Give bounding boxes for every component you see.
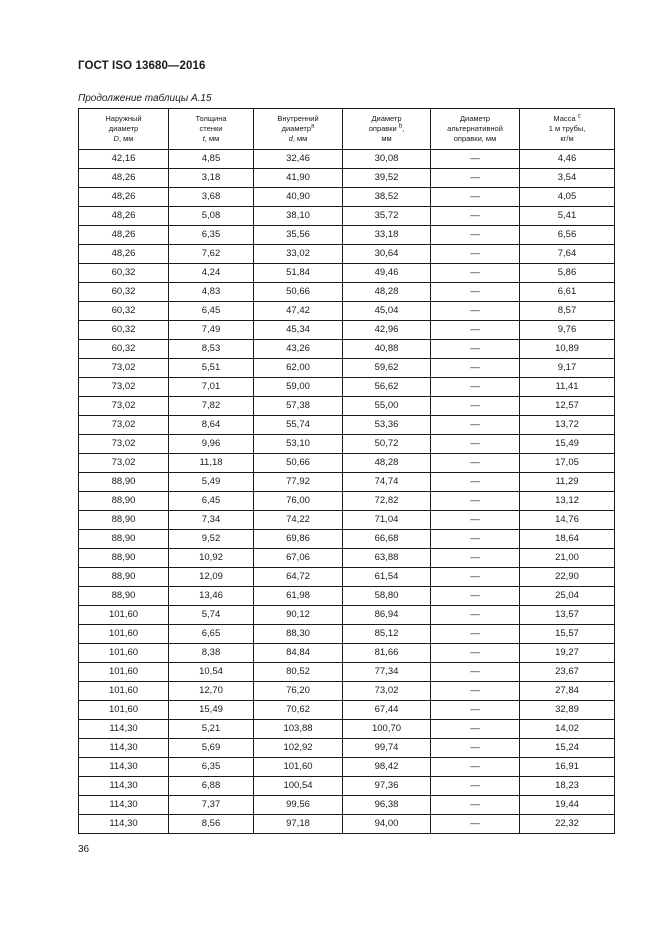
table-row <box>79 359 615 378</box>
cell-alt-drift-diameter: — <box>431 587 520 606</box>
cell-outer-diameter: 73,02 <box>79 435 169 454</box>
table-row <box>79 397 615 416</box>
cell-alt-drift-diameter: — <box>431 644 520 663</box>
cell-wall-thickness: 6,88 <box>169 777 254 796</box>
table-row <box>79 302 615 321</box>
cell-wall-thickness: 12,09 <box>169 568 254 587</box>
page-number: 36 <box>78 844 90 855</box>
cell-alt-drift-diameter: — <box>431 321 520 340</box>
cell-alt-drift-diameter: — <box>431 815 520 834</box>
table-row <box>79 378 615 397</box>
cell-drift-diameter: 66,68 <box>343 530 431 549</box>
cell-outer-diameter: 114,30 <box>79 739 169 758</box>
cell-mass-per-meter: 8,57 <box>520 302 615 321</box>
cell-alt-drift-diameter: — <box>431 359 520 378</box>
cell-alt-drift-diameter: — <box>431 188 520 207</box>
cell-drift-diameter: 30,64 <box>343 245 431 264</box>
cell-wall-thickness: 9,96 <box>169 435 254 454</box>
cell-outer-diameter: 114,30 <box>79 758 169 777</box>
cell-drift-diameter: 63,88 <box>343 549 431 568</box>
cell-inner-diameter: 88,30 <box>254 625 343 644</box>
table-row <box>79 473 615 492</box>
cell-outer-diameter: 88,90 <box>79 549 169 568</box>
cell-mass-per-meter: 22,90 <box>520 568 615 587</box>
col-header-mass-per-meter: Масса $^c$ 1 м трубы, кг/м <box>520 109 615 150</box>
cell-alt-drift-diameter: — <box>431 492 520 511</box>
cell-mass-per-meter: 18,64 <box>520 530 615 549</box>
cell-wall-thickness: 5,74 <box>169 606 254 625</box>
table-row <box>79 245 615 264</box>
cell-inner-diameter: 100,54 <box>254 777 343 796</box>
cell-wall-thickness: 5,21 <box>169 720 254 739</box>
cell-inner-diameter: 99,56 <box>254 796 343 815</box>
table-row <box>79 492 615 511</box>
cell-outer-diameter: 88,90 <box>79 530 169 549</box>
cell-inner-diameter: 32,46 <box>254 150 343 169</box>
cell-drift-diameter: 49,46 <box>343 264 431 283</box>
cell-drift-diameter: 98,42 <box>343 758 431 777</box>
cell-drift-diameter: 97,36 <box>343 777 431 796</box>
cell-mass-per-meter: 19,27 <box>520 644 615 663</box>
cell-drift-diameter: 38,52 <box>343 188 431 207</box>
table-row <box>79 435 615 454</box>
cell-inner-diameter: 43,26 <box>254 340 343 359</box>
cell-wall-thickness: 4,85 <box>169 150 254 169</box>
cell-outer-diameter: 48,26 <box>79 207 169 226</box>
cell-drift-diameter: 77,34 <box>343 663 431 682</box>
cell-mass-per-meter: 13,72 <box>520 416 615 435</box>
cell-inner-diameter: 45,34 <box>254 321 343 340</box>
cell-alt-drift-diameter: — <box>431 777 520 796</box>
cell-drift-diameter: 73,02 <box>343 682 431 701</box>
cell-outer-diameter: 88,90 <box>79 473 169 492</box>
cell-mass-per-meter: 22,32 <box>520 815 615 834</box>
cell-drift-diameter: 50,72 <box>343 435 431 454</box>
cell-wall-thickness: 6,35 <box>169 226 254 245</box>
cell-inner-diameter: 69,86 <box>254 530 343 549</box>
table-row <box>79 188 615 207</box>
cell-alt-drift-diameter: — <box>431 264 520 283</box>
cell-mass-per-meter: 13,57 <box>520 606 615 625</box>
col-header-wall-thickness: Толщина стенки t, мм <box>169 109 254 150</box>
cell-alt-drift-diameter: — <box>431 549 520 568</box>
cell-mass-per-meter: 11,41 <box>520 378 615 397</box>
cell-inner-diameter: 38,10 <box>254 207 343 226</box>
col-header-alt-drift-diameter: Диаметр альтернативной оправки, мм <box>431 109 520 150</box>
cell-inner-diameter: 47,42 <box>254 302 343 321</box>
cell-alt-drift-diameter: — <box>431 283 520 302</box>
cell-outer-diameter: 101,60 <box>79 701 169 720</box>
cell-outer-diameter: 101,60 <box>79 625 169 644</box>
cell-wall-thickness: 11,18 <box>169 454 254 473</box>
cell-drift-diameter: 81,66 <box>343 644 431 663</box>
cell-alt-drift-diameter: — <box>431 150 520 169</box>
cell-inner-diameter: 103,88 <box>254 720 343 739</box>
cell-outer-diameter: 73,02 <box>79 378 169 397</box>
cell-inner-diameter: 76,00 <box>254 492 343 511</box>
table-row <box>79 625 615 644</box>
cell-drift-diameter: 94,00 <box>343 815 431 834</box>
cell-mass-per-meter: 17,05 <box>520 454 615 473</box>
cell-outer-diameter: 48,26 <box>79 226 169 245</box>
cell-alt-drift-diameter: — <box>431 739 520 758</box>
cell-alt-drift-diameter: — <box>431 663 520 682</box>
cell-mass-per-meter: 21,00 <box>520 549 615 568</box>
cell-drift-diameter: 30,08 <box>343 150 431 169</box>
cell-drift-diameter: 48,28 <box>343 454 431 473</box>
col-header-drift-diameter: Диаметр оправки $^b$, мм <box>343 109 431 150</box>
cell-mass-per-meter: 13,12 <box>520 492 615 511</box>
cell-drift-diameter: 67,44 <box>343 701 431 720</box>
cell-mass-per-meter: 27,84 <box>520 682 615 701</box>
cell-outer-diameter: 48,26 <box>79 169 169 188</box>
cell-wall-thickness: 7,49 <box>169 321 254 340</box>
cell-mass-per-meter: 11,29 <box>520 473 615 492</box>
cell-inner-diameter: 61,98 <box>254 587 343 606</box>
cell-wall-thickness: 6,35 <box>169 758 254 777</box>
cell-mass-per-meter: 7,64 <box>520 245 615 264</box>
cell-drift-diameter: 96,38 <box>343 796 431 815</box>
cell-outer-diameter: 60,32 <box>79 340 169 359</box>
cell-outer-diameter: 88,90 <box>79 492 169 511</box>
cell-inner-diameter: 50,66 <box>254 283 343 302</box>
cell-inner-diameter: 76,20 <box>254 682 343 701</box>
cell-drift-diameter: 35,72 <box>343 207 431 226</box>
cell-wall-thickness: 8,53 <box>169 340 254 359</box>
cell-drift-diameter: 53,36 <box>343 416 431 435</box>
cell-outer-diameter: 48,26 <box>79 245 169 264</box>
cell-alt-drift-diameter: — <box>431 245 520 264</box>
table-row <box>79 663 615 682</box>
table-row <box>79 530 615 549</box>
table-header-row <box>79 109 615 150</box>
cell-wall-thickness: 3,68 <box>169 188 254 207</box>
cell-mass-per-meter: 4,05 <box>520 188 615 207</box>
cell-mass-per-meter: 10,89 <box>520 340 615 359</box>
cell-wall-thickness: 7,01 <box>169 378 254 397</box>
cell-alt-drift-diameter: — <box>431 606 520 625</box>
cell-inner-diameter: 67,06 <box>254 549 343 568</box>
cell-alt-drift-diameter: — <box>431 435 520 454</box>
cell-drift-diameter: 40,88 <box>343 340 431 359</box>
cell-alt-drift-diameter: — <box>431 530 520 549</box>
cell-inner-diameter: 40,90 <box>254 188 343 207</box>
cell-inner-diameter: 102,92 <box>254 739 343 758</box>
cell-mass-per-meter: 3,54 <box>520 169 615 188</box>
table-row <box>79 549 615 568</box>
table-row <box>79 207 615 226</box>
cell-wall-thickness: 9,52 <box>169 530 254 549</box>
cell-mass-per-meter: 14,76 <box>520 511 615 530</box>
cell-wall-thickness: 7,34 <box>169 511 254 530</box>
cell-outer-diameter: 114,30 <box>79 796 169 815</box>
cell-alt-drift-diameter: — <box>431 226 520 245</box>
cell-drift-diameter: 61,54 <box>343 568 431 587</box>
document-header: ГОСТ ISO 13680—2016 <box>78 60 206 72</box>
cell-alt-drift-diameter: — <box>431 701 520 720</box>
table-row <box>79 321 615 340</box>
cell-drift-diameter: 58,80 <box>343 587 431 606</box>
cell-outer-diameter: 101,60 <box>79 606 169 625</box>
cell-wall-thickness: 5,08 <box>169 207 254 226</box>
cell-alt-drift-diameter: — <box>431 416 520 435</box>
cell-wall-thickness: 7,37 <box>169 796 254 815</box>
table-row <box>79 606 615 625</box>
table-row <box>79 701 615 720</box>
cell-inner-diameter: 97,18 <box>254 815 343 834</box>
cell-wall-thickness: 15,49 <box>169 701 254 720</box>
cell-mass-per-meter: 23,67 <box>520 663 615 682</box>
cell-mass-per-meter: 9,76 <box>520 321 615 340</box>
table-row <box>79 644 615 663</box>
cell-inner-diameter: 57,38 <box>254 397 343 416</box>
cell-alt-drift-diameter: — <box>431 625 520 644</box>
table-row <box>79 568 615 587</box>
cell-drift-diameter: 59,62 <box>343 359 431 378</box>
cell-wall-thickness: 8,64 <box>169 416 254 435</box>
cell-outer-diameter: 42,16 <box>79 150 169 169</box>
cell-inner-diameter: 77,92 <box>254 473 343 492</box>
cell-inner-diameter: 84,84 <box>254 644 343 663</box>
table-row <box>79 587 615 606</box>
cell-wall-thickness: 6,45 <box>169 492 254 511</box>
cell-mass-per-meter: 6,61 <box>520 283 615 302</box>
cell-drift-diameter: 72,82 <box>343 492 431 511</box>
col-header-outer-diameter: Наружный диаметр D, мм <box>79 109 169 150</box>
cell-wall-thickness: 5,51 <box>169 359 254 378</box>
cell-alt-drift-diameter: — <box>431 758 520 777</box>
cell-drift-diameter: 56,62 <box>343 378 431 397</box>
cell-alt-drift-diameter: — <box>431 397 520 416</box>
cell-mass-per-meter: 15,57 <box>520 625 615 644</box>
table-row <box>79 511 615 530</box>
cell-inner-diameter: 53,10 <box>254 435 343 454</box>
table-row <box>79 739 615 758</box>
cell-alt-drift-diameter: — <box>431 568 520 587</box>
cell-alt-drift-diameter: — <box>431 682 520 701</box>
cell-drift-diameter: 42,96 <box>343 321 431 340</box>
cell-wall-thickness: 6,65 <box>169 625 254 644</box>
cell-inner-diameter: 33,02 <box>254 245 343 264</box>
table-row <box>79 169 615 188</box>
cell-outer-diameter: 101,60 <box>79 663 169 682</box>
cell-wall-thickness: 13,46 <box>169 587 254 606</box>
cell-outer-diameter: 60,32 <box>79 321 169 340</box>
cell-wall-thickness: 12,70 <box>169 682 254 701</box>
cell-mass-per-meter: 25,04 <box>520 587 615 606</box>
cell-alt-drift-diameter: — <box>431 378 520 397</box>
cell-inner-diameter: 62,00 <box>254 359 343 378</box>
cell-outer-diameter: 88,90 <box>79 511 169 530</box>
cell-wall-thickness: 4,83 <box>169 283 254 302</box>
cell-alt-drift-diameter: — <box>431 511 520 530</box>
cell-inner-diameter: 41,90 <box>254 169 343 188</box>
cell-mass-per-meter: 14,02 <box>520 720 615 739</box>
cell-drift-diameter: 100,70 <box>343 720 431 739</box>
cell-drift-diameter: 45,04 <box>343 302 431 321</box>
table-row <box>79 777 615 796</box>
cell-outer-diameter: 48,26 <box>79 188 169 207</box>
cell-inner-diameter: 90,12 <box>254 606 343 625</box>
cell-alt-drift-diameter: — <box>431 473 520 492</box>
cell-inner-diameter: 74,22 <box>254 511 343 530</box>
cell-outer-diameter: 73,02 <box>79 454 169 473</box>
cell-mass-per-meter: 18,23 <box>520 777 615 796</box>
cell-inner-diameter: 64,72 <box>254 568 343 587</box>
cell-outer-diameter: 101,60 <box>79 682 169 701</box>
cell-mass-per-meter: 32,89 <box>520 701 615 720</box>
cell-inner-diameter: 101,60 <box>254 758 343 777</box>
cell-drift-diameter: 86,94 <box>343 606 431 625</box>
table-row <box>79 340 615 359</box>
cell-alt-drift-diameter: — <box>431 340 520 359</box>
cell-wall-thickness: 7,62 <box>169 245 254 264</box>
cell-drift-diameter: 85,12 <box>343 625 431 644</box>
table-caption: Продолжение таблицы А.15 <box>78 93 212 104</box>
cell-drift-diameter: 48,28 <box>343 283 431 302</box>
table-row <box>79 416 615 435</box>
cell-inner-diameter: 70,62 <box>254 701 343 720</box>
cell-wall-thickness: 5,69 <box>169 739 254 758</box>
cell-drift-diameter: 71,04 <box>343 511 431 530</box>
table-row <box>79 226 615 245</box>
cell-outer-diameter: 88,90 <box>79 587 169 606</box>
table-row <box>79 283 615 302</box>
cell-wall-thickness: 10,92 <box>169 549 254 568</box>
cell-mass-per-meter: 16,91 <box>520 758 615 777</box>
cell-mass-per-meter: 15,24 <box>520 739 615 758</box>
pipe-dimensions-table <box>78 108 615 834</box>
cell-inner-diameter: 50,66 <box>254 454 343 473</box>
cell-mass-per-meter: 4,46 <box>520 150 615 169</box>
table-body <box>79 150 615 834</box>
table-row <box>79 150 615 169</box>
cell-wall-thickness: 5,49 <box>169 473 254 492</box>
table-row <box>79 720 615 739</box>
cell-inner-diameter: 80,52 <box>254 663 343 682</box>
cell-alt-drift-diameter: — <box>431 207 520 226</box>
cell-inner-diameter: 55,74 <box>254 416 343 435</box>
cell-wall-thickness: 3,18 <box>169 169 254 188</box>
cell-mass-per-meter: 5,41 <box>520 207 615 226</box>
cell-alt-drift-diameter: — <box>431 302 520 321</box>
cell-outer-diameter: 114,30 <box>79 777 169 796</box>
cell-alt-drift-diameter: — <box>431 169 520 188</box>
table-row <box>79 815 615 834</box>
cell-alt-drift-diameter: — <box>431 454 520 473</box>
cell-outer-diameter: 60,32 <box>79 283 169 302</box>
cell-outer-diameter: 88,90 <box>79 568 169 587</box>
cell-wall-thickness: 8,56 <box>169 815 254 834</box>
cell-outer-diameter: 114,30 <box>79 815 169 834</box>
cell-drift-diameter: 33,18 <box>343 226 431 245</box>
cell-alt-drift-diameter: — <box>431 796 520 815</box>
cell-drift-diameter: 39,52 <box>343 169 431 188</box>
cell-outer-diameter: 73,02 <box>79 416 169 435</box>
table-row <box>79 454 615 473</box>
cell-outer-diameter: 73,02 <box>79 397 169 416</box>
cell-mass-per-meter: 12,57 <box>520 397 615 416</box>
cell-inner-diameter: 51,84 <box>254 264 343 283</box>
cell-outer-diameter: 73,02 <box>79 359 169 378</box>
table-row <box>79 796 615 815</box>
cell-wall-thickness: 4,24 <box>169 264 254 283</box>
cell-wall-thickness: 6,45 <box>169 302 254 321</box>
cell-outer-diameter: 101,60 <box>79 644 169 663</box>
col-header-inner-diameter: Внутренний диаметр$^a$ d, мм <box>254 109 343 150</box>
cell-inner-diameter: 59,00 <box>254 378 343 397</box>
cell-mass-per-meter: 9,17 <box>520 359 615 378</box>
cell-inner-diameter: 35,56 <box>254 226 343 245</box>
cell-alt-drift-diameter: — <box>431 720 520 739</box>
cell-wall-thickness: 10,54 <box>169 663 254 682</box>
cell-mass-per-meter: 19,44 <box>520 796 615 815</box>
cell-wall-thickness: 8,38 <box>169 644 254 663</box>
cell-mass-per-meter: 15,49 <box>520 435 615 454</box>
cell-drift-diameter: 99,74 <box>343 739 431 758</box>
cell-mass-per-meter: 5,86 <box>520 264 615 283</box>
cell-wall-thickness: 7,82 <box>169 397 254 416</box>
cell-drift-diameter: 74,74 <box>343 473 431 492</box>
table-row <box>79 264 615 283</box>
cell-mass-per-meter: 6,56 <box>520 226 615 245</box>
cell-outer-diameter: 114,30 <box>79 720 169 739</box>
table-row <box>79 758 615 777</box>
cell-outer-diameter: 60,32 <box>79 302 169 321</box>
cell-drift-diameter: 55,00 <box>343 397 431 416</box>
cell-outer-diameter: 60,32 <box>79 264 169 283</box>
table-row <box>79 682 615 701</box>
